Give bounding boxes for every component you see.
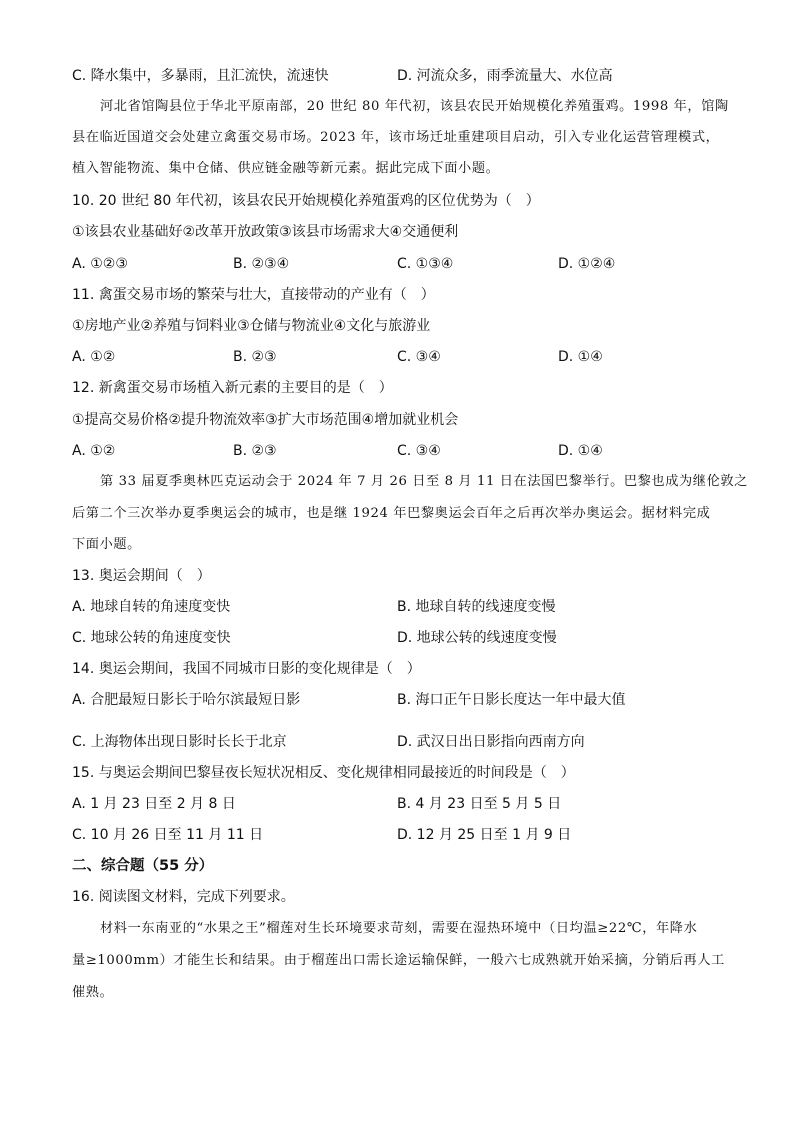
q12-option-d: D. ①④ [558,443,603,459]
q14-option-c: C. 上海物体出现日影时长长于北京 [72,734,287,750]
q10-stem: 10. 20 世纪 80 年代初，该县农民开始规模化养殖蛋鸡的区位优势为（ ） [72,193,540,209]
q16-material-line-2: 量≥1000mm）才能生长和结果。由于榴莲出口需长途运输保鲜，一般六七成熟就开始采摘，分销后再人工 [72,953,725,968]
q11-option-a: A. ①② [72,349,116,365]
q15-option-d: D. 12 月 25 日至 1 月 9 日 [397,827,572,843]
q13-option-c: C. 地球公转的角速度变快 [72,630,231,646]
q9-option-d: D. 河流众多，雨季流量大、水位高 [397,68,613,84]
q12-stem: 12. 新禽蛋交易市场植入新元素的主要目的是（ ） [72,380,393,396]
q13-option-a: A. 地球自转的角速度变快 [72,599,231,615]
section-title: 二、综合题（55 分） [72,858,214,874]
q12-items: ①提高交易价格②提升物流效率③扩大市场范围④增加就业机会 [72,412,459,428]
q14-option-b: B. 海口正午日影长度达一年中最大值 [397,692,626,708]
q13-stem: 13. 奥运会期间（ ） [72,568,211,584]
q15-option-c: C. 10 月 26 日至 11 月 11 日 [72,827,264,843]
material-2-line-1: 第 33 届夏季奥林匹克运动会于 2024 年 7 月 26 日至 8 月 11 日在法国巴黎举行。巴黎也成为继伦敦之 [100,474,748,489]
q14-stem: 14. 奥运会期间，我国不同城市日影的变化规律是（ ） [72,661,421,677]
q11-option-b: B. ②③ [233,349,277,365]
q16-material-line-3: 催熟。 [72,985,114,1000]
q15-option-a: A. 1 月 23 日至 2 月 8 日 [72,796,236,812]
q12-option-c: C. ③④ [397,443,441,459]
q10-option-d: D. ①②④ [558,256,616,272]
q15-stem: 15. 与奥运会期间巴黎昼夜长短状况相反、变化规律相同最接近的时间段是（ ） [72,765,575,781]
q13-option-d: D. 地球公转的线速度变慢 [397,630,557,646]
q16-stem: 16. 阅读图文材料，完成下列要求。 [72,889,295,905]
q12-option-a: A. ①② [72,443,116,459]
q14-option-a: A. 合肥最短日影长于哈尔滨最短日影 [72,692,301,708]
q12-option-b: B. ②③ [233,443,277,459]
material-1-line-1: 河北省馆陶县位于华北平原南部，20 世纪 80 年代初，该县农民开始规模化养殖蛋鸡。1998 年，馆陶 [100,99,729,114]
q10-option-c: C. ①③④ [397,256,454,272]
q14-option-d: D. 武汉日出日影指向西南方向 [397,734,585,750]
q10-items: ①该县农业基础好②改革开放政策③该县市场需求大④交通便利 [72,224,459,240]
material-1-line-3: 植入智能物流、集中仓储、供应链金融等新元素。据此完成下面小题。 [72,161,500,176]
q11-option-d: D. ①④ [558,349,603,365]
material-1-line-2: 县在临近国道交会处建立禽蛋交易市场。2023 年，该市场迁址重建项目启动，引入专业化运营管理模式， [72,130,720,145]
q16-material-line-1: 材料一东南亚的“水果之王”榴莲对生长环境要求苛刻，需要在湿热环境中（日均温≥22℃，年降水 [100,921,698,936]
material-2-line-3: 下面小题。 [72,537,141,552]
material-2-line-2: 后第二个三次举办夏季奥运会的城市，也是继 1924 年巴黎奥运会百年之后再次举办奥运会。据材料完成 [72,506,711,521]
q10-option-a: A. ①②③ [72,256,128,272]
q15-option-b: B. 4 月 23 日至 5 月 5 日 [397,796,562,812]
q11-items: ①房地产业②养殖与饲料业③仓储与物流业④文化与旅游业 [72,318,431,334]
q9-option-c: C. 降水集中，多暴雨，且汇流快，流速快 [72,68,329,84]
q11-option-c: C. ③④ [397,349,441,365]
q11-stem: 11. 禽蛋交易市场的繁荣与壮大，直接带动的产业有（ ） [72,287,435,303]
q13-option-b: B. 地球自转的线速度变慢 [397,599,556,615]
q10-option-b: B. ②③④ [233,256,290,272]
